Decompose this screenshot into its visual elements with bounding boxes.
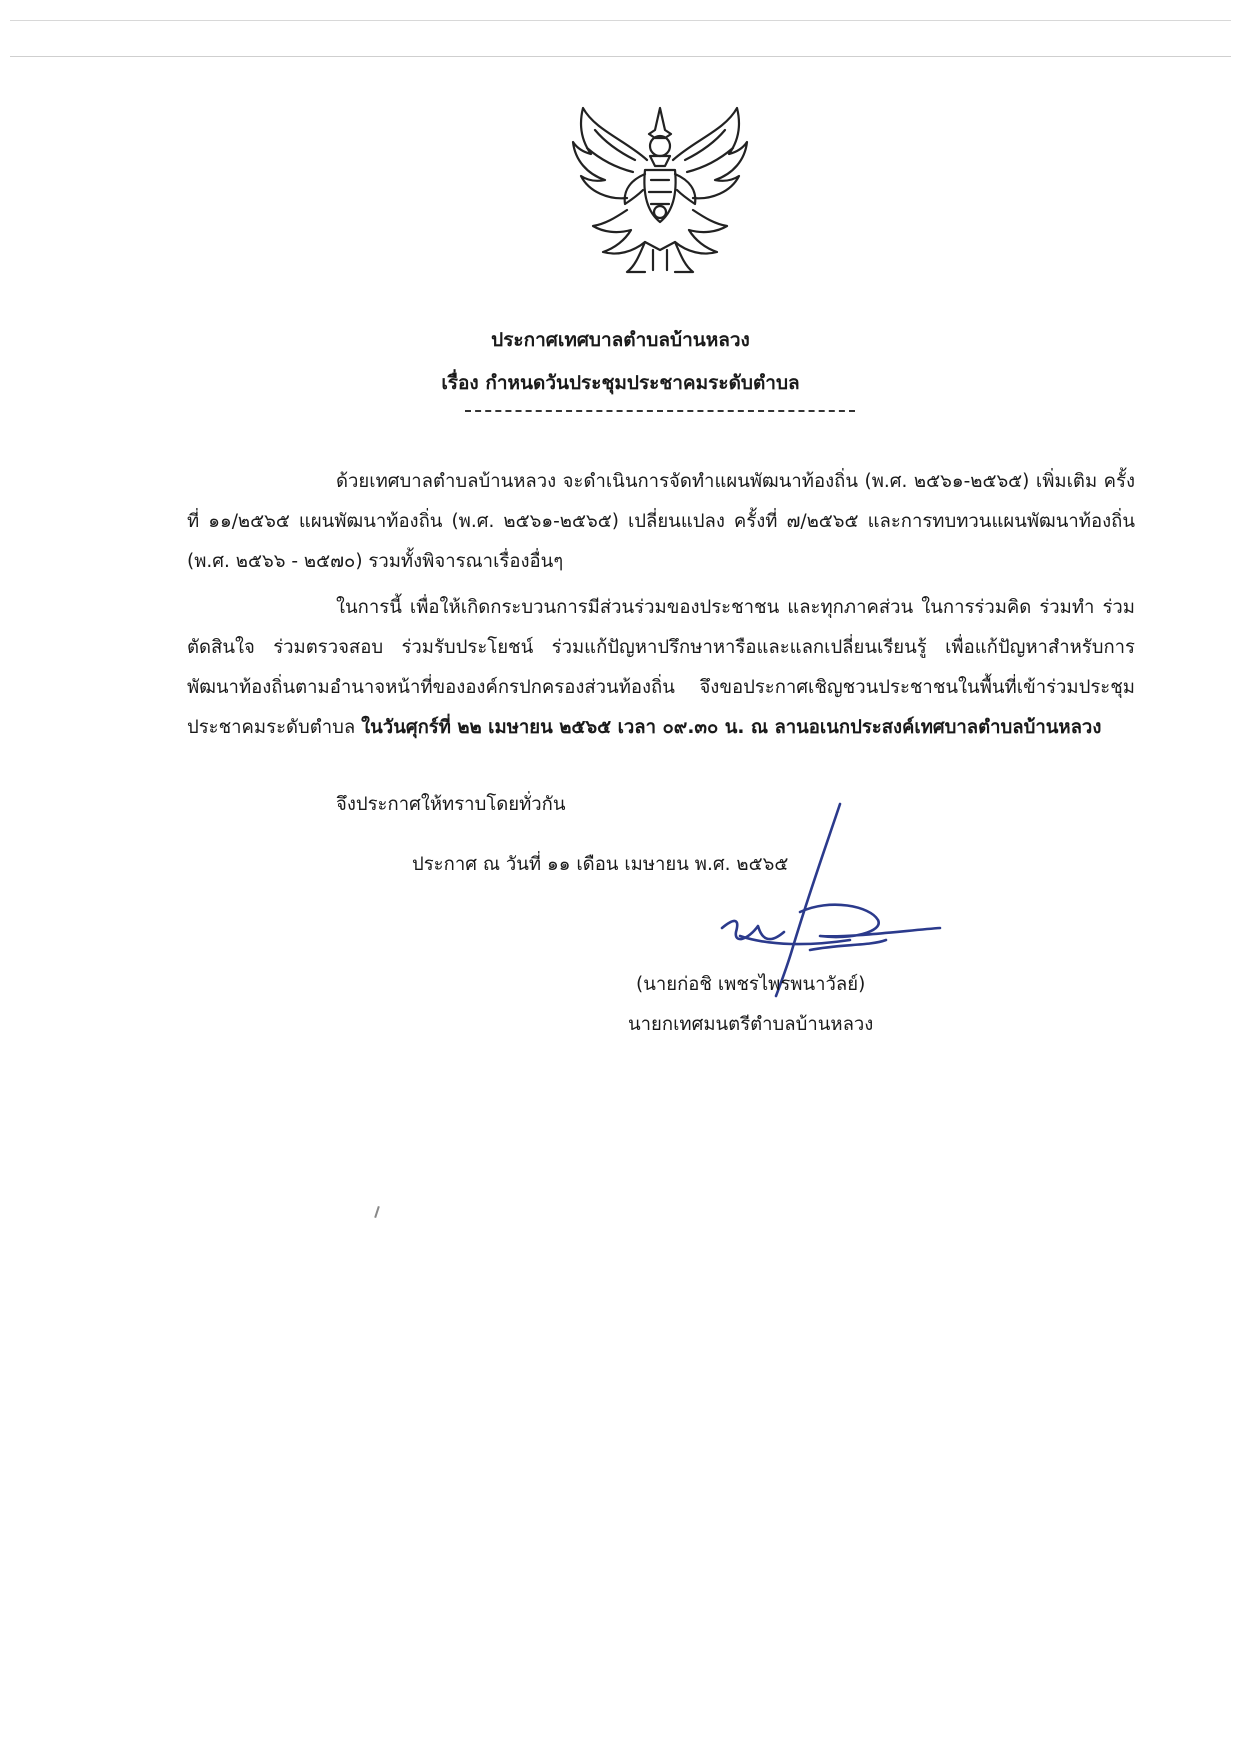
body-paragraph-1: ด้วยเทศบาลตำบลบ้านหลวง จะดำเนินการจัดทำแผนพัฒนาท้องถิ่น (พ.ศ. ๒๕๖๑-๒๕๖๕) เพิ่มเติม ครั้งที่ ๑๑/๒๕๖๕ แผนพัฒนาท้องถิ่น (พ.ศ. ๒๕๖๑-๒๕๖๕) เปลี่ยนแปลง ครั้งที่ ๗/๒๕๖๕ และการทบทวนแผนพัฒนาท้องถิ่น (พ.ศ. ๒๕๖๖ - ๒๕๗๐) รวมทั้งพิจารณาเรื่องอื่นๆ <box>187 471 1135 572</box>
scan-speck <box>374 1206 380 1218</box>
scan-edge-line <box>10 20 1231 21</box>
meeting-date-location: ในวันศุกร์ที่ ๒๒ เมษายน ๒๕๖๕ เวลา ๐๙.๓๐ น. ณ ลานอเนกประสงค์เทศบาลตำบลบ้านหลวง <box>361 717 1102 738</box>
garuda-emblem-icon <box>565 100 755 280</box>
announcement-title: ประกาศเทศบาลตำบลบ้านหลวง <box>491 329 750 351</box>
scan-edge-line <box>10 56 1231 57</box>
signer-position: นายกเทศมนตรีตำบลบ้านหลวง <box>628 1014 874 1035</box>
announcement-date: ประกาศ ณ วันที่ ๑๑ เดือน เมษายน พ.ศ. ๒๕๖๕ <box>412 854 789 875</box>
body-paragraph-2 <box>187 588 1135 748</box>
closing-line: จึงประกาศให้ทราบโดยทั่วกัน <box>336 794 566 815</box>
signer-name: (นายก่อชิ เพชรไพรพนาวัลย์) <box>636 974 866 995</box>
title-divider <box>465 410 855 412</box>
paragraph-2-text: ในการนี้ เพื่อให้เกิดกระบวนการมีส่วนร่วมของประชาชน และทุกภาคส่วน ในการร่วมคิด ร่วมทำ ร่วมตัดสินใจ ร่วมตรวจสอบ ร่วมรับประโยชน์ ร่วมแก้ปัญหาปรึกษาหารือและแลกเปลี่ยนเรียนรู้ เพื่อแก้ปัญหาสำหรับการพัฒนาท้องถิ่นตามอำนาจหน้าที่ขององค์กรปกครองส่วนท้องถิ่น จึงขอประกาศเชิญชวนประชาชนในพื้นที่เข้าร่วมประชุมประชาคมระดับตำบล <box>187 597 1135 738</box>
announcement-subject: เรื่อง กำหนดวันประชุมประชาคมระดับตำบล <box>441 372 800 394</box>
